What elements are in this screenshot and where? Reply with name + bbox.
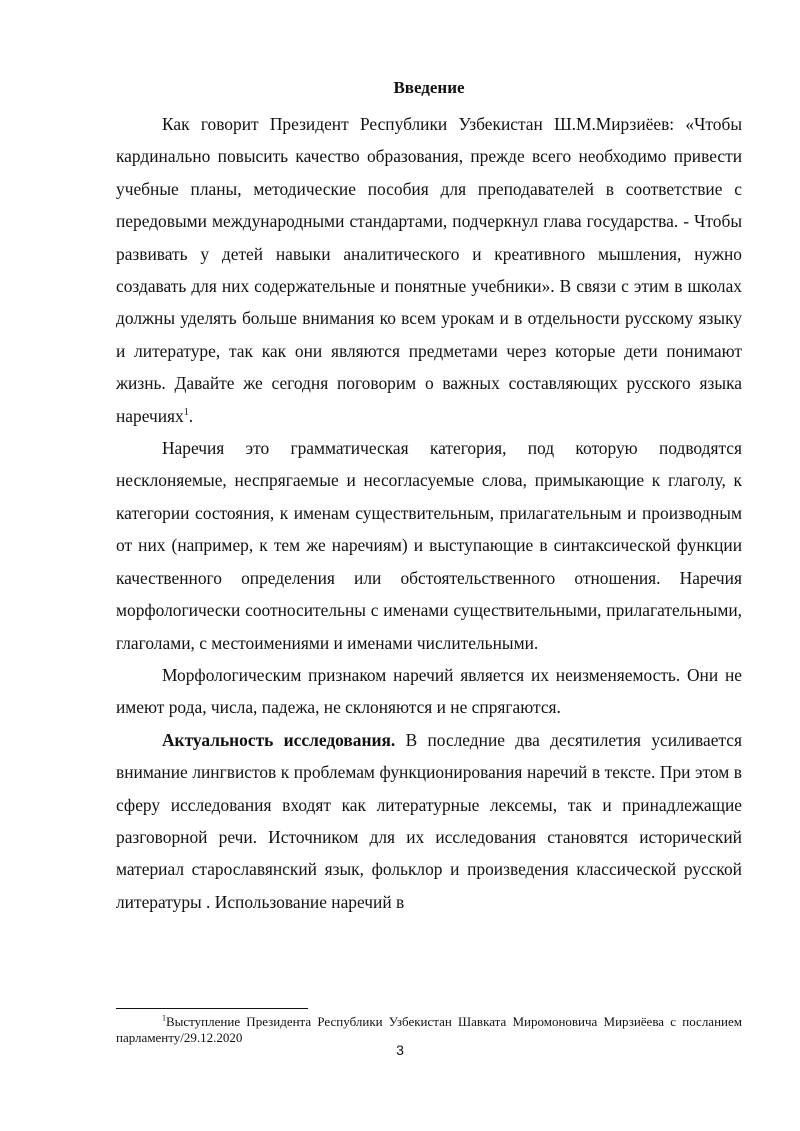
paragraph-definition: Наречия это грамматическая категория, под которую подводятся несклоняемые, неспрягаемые и несогласуемые слова, примыкающие к глаголу, к категории состояния, к именам существительным, прилагательным и производным от них (например, к тем же наречиям) и выступающие в синтаксической функции качественного определения или обстоятельственного отношения. Наречия морфологически соотносительны с именами существительными, прилагательными, глаголами, с местоимениями и именами числительными. <box>116 438 742 653</box>
paragraph-morphology: Морфологическим признаком наречий является их неизменяемость. Они не имеют рода, числа, падежа, не склоняются и не спрягаются. <box>116 664 742 718</box>
page-title: Введение <box>393 78 465 97</box>
paragraph-tail: . <box>188 405 194 426</box>
document-body <box>116 74 742 918</box>
footnote-text: Выступление Президента Республики Узбекистан Шавката Миромоновича Мирзиёева с посланием парламенту/29.12.2020 <box>116 1014 742 1045</box>
footnote-reference: 1 <box>183 406 189 418</box>
footnote-divider <box>116 1008 308 1009</box>
paragraph-intro <box>116 108 742 432</box>
paragraph-relevance <box>116 724 742 918</box>
paragraph-text: Как говорит Президент Республики Узбекистан Ш.М.Мирзиёев: «Чтобы кардинально повысить качество образования, прежде всего необходимо привести учебные планы, методические пособия для преподавателей в соответствие с передовыми международными стандартами, подчеркнул глава государства. - Чтобы развивать у детей навыки аналитического и креативного мышления, нужно создавать для них содержательные и понятные учебники». В связи с этим в школах должны уделять больше внимания ко всем урокам и в отдельности русскому языку и литературе, так как они являются предметами через которые дети понимают жизнь. Давайте же сегодня поговорим о важных составляющих русского языка наречиях <box>116 114 742 426</box>
relevance-heading: Актуальность исследования. <box>162 729 396 750</box>
paragraph-text: В последние два десятилетия усиливается внимание лингвистов к проблемам функционирования наречий в тексте. При этом в сферу исследования входят как литературные лексемы, так и принадлежащие разговорной речи. Источником для их исследования становятся исторический материал старославянский язык, фольклор и произведения классической русской литературы . Использование наречий в <box>116 729 742 912</box>
footnote-marker: 1 <box>162 1013 166 1023</box>
page-number: 3 <box>396 1042 404 1058</box>
